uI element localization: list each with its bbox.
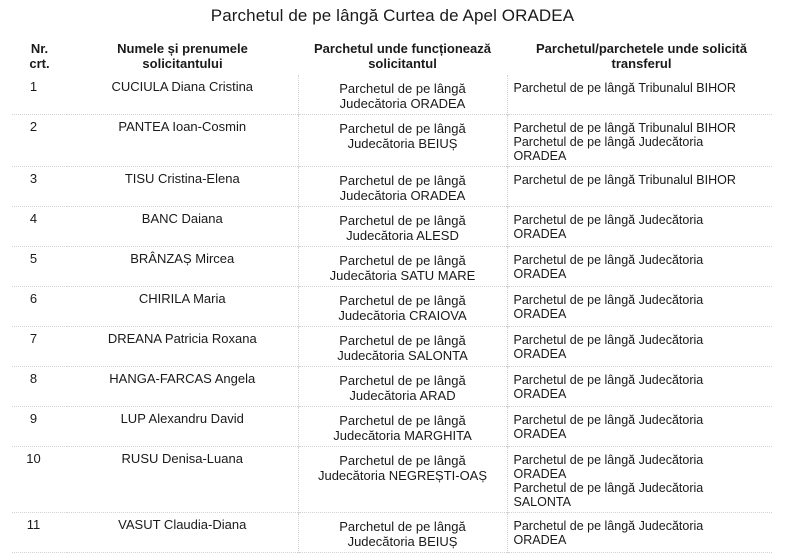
row-number: 9 bbox=[29, 411, 38, 426]
current-office bbox=[298, 513, 507, 553]
requested-office-line: Parchetul de pe lângă Judecătoria bbox=[513, 519, 704, 533]
header-name bbox=[67, 41, 298, 75]
requested-offices bbox=[507, 207, 772, 247]
current-office-line: Judecătoria SALONTA bbox=[337, 348, 468, 363]
current-office-line: Parchetul de pe lângă bbox=[339, 373, 466, 388]
header-line: Parchetul/parchetele unde solicită bbox=[536, 41, 747, 56]
requested-office-line: ORADEA bbox=[513, 347, 567, 361]
table-row bbox=[12, 207, 772, 247]
applicant-name: CHIRILA Maria bbox=[138, 291, 226, 306]
row-number: 11 bbox=[26, 517, 41, 532]
requested-offices bbox=[507, 327, 772, 367]
requested-offices bbox=[507, 367, 772, 407]
current-office-line: Judecătoria ARAD bbox=[349, 388, 456, 403]
requested-offices bbox=[507, 167, 772, 207]
header-current-office bbox=[298, 41, 507, 75]
requested-office-line: ORADEA bbox=[513, 307, 567, 321]
applicant-name: DREANA Patricia Roxana bbox=[107, 331, 257, 346]
requested-office-line: Parchetul de pe lângă Judecătoria bbox=[513, 293, 704, 307]
current-office bbox=[298, 207, 507, 247]
requested-office-line: Parchetul de pe lângă Judecătoria bbox=[513, 373, 704, 387]
current-office-line: Parchetul de pe lângă bbox=[339, 121, 466, 136]
table-row bbox=[12, 407, 772, 447]
requested-office-line: ORADEA bbox=[513, 533, 567, 547]
applicant-name: LUP Alexandru David bbox=[120, 411, 244, 426]
requested-office-line: Parchetul de pe lângă Judecătoria bbox=[513, 213, 704, 227]
requested-office-line: ORADEA bbox=[513, 149, 567, 163]
requested-offices bbox=[507, 75, 772, 115]
header-transfer-office bbox=[507, 41, 772, 75]
current-office-line: Parchetul de pe lângă bbox=[339, 333, 466, 348]
table-header-row bbox=[12, 41, 772, 75]
requested-office-line: Parchetul de pe lângă Judecătoria bbox=[513, 413, 704, 427]
requested-office-line: Parchetul de pe lângă Judecătoria bbox=[513, 135, 704, 149]
requested-offices bbox=[507, 447, 772, 513]
row-number: 10 bbox=[26, 451, 41, 466]
current-office bbox=[298, 115, 507, 167]
table-row bbox=[12, 287, 772, 327]
applicant-name: PANTEA Ioan-Cosmin bbox=[118, 119, 247, 134]
table-row bbox=[12, 367, 772, 407]
header-line: Parchetul unde funcționează bbox=[314, 41, 491, 56]
row-number: 7 bbox=[29, 331, 38, 346]
current-office bbox=[298, 367, 507, 407]
current-office bbox=[298, 287, 507, 327]
current-office-line: Judecătoria BEIUȘ bbox=[347, 136, 458, 151]
current-office-line: Judecătoria MARGHITA bbox=[333, 428, 472, 443]
current-office bbox=[298, 247, 507, 287]
current-office-line: Judecătoria ORADEA bbox=[339, 96, 466, 111]
current-office-line: Judecătoria NEGREȘTI-OAȘ bbox=[317, 468, 488, 483]
table-row bbox=[12, 513, 772, 553]
row-number: 5 bbox=[29, 251, 38, 266]
table-row bbox=[12, 75, 772, 115]
current-office-line: Judecătoria CRAIOVA bbox=[338, 308, 467, 323]
requested-offices bbox=[507, 407, 772, 447]
requested-office-line: Parchetul de pe lângă Judecătoria bbox=[513, 453, 704, 467]
applicant-name: HANGA-FARCAS Angela bbox=[109, 371, 256, 386]
header-nr bbox=[12, 41, 67, 75]
row-number: 6 bbox=[29, 291, 38, 306]
row-number: 2 bbox=[29, 119, 38, 134]
current-office-line: Parchetul de pe lângă bbox=[339, 413, 466, 428]
requested-offices bbox=[507, 287, 772, 327]
current-office bbox=[298, 167, 507, 207]
row-number: 3 bbox=[29, 171, 38, 186]
current-office-line: Judecătoria SATU MARE bbox=[329, 268, 476, 283]
applicant-name: CUCIULA Diana Cristina bbox=[111, 79, 254, 94]
header-line: Numele și prenumele bbox=[117, 41, 248, 56]
row-number: 1 bbox=[29, 79, 38, 94]
current-office bbox=[298, 327, 507, 367]
current-office-line: Parchetul de pe lângă bbox=[339, 173, 466, 188]
requested-offices bbox=[507, 247, 772, 287]
row-number: 8 bbox=[29, 371, 38, 386]
current-office-line: Parchetul de pe lângă bbox=[339, 293, 466, 308]
header-line: transferul bbox=[611, 56, 672, 71]
requested-office-line: ORADEA bbox=[513, 427, 567, 441]
table-body bbox=[12, 75, 772, 553]
requested-office-line: ORADEA bbox=[513, 467, 567, 481]
current-office bbox=[298, 407, 507, 447]
applicant-name: BANC Daiana bbox=[141, 211, 223, 226]
requested-office-line: ORADEA bbox=[513, 387, 567, 401]
row-number: 4 bbox=[29, 211, 38, 226]
header-line: solicitantului bbox=[142, 56, 223, 71]
requested-office-line: Parchetul de pe lângă Tribunalul BIHOR bbox=[513, 173, 736, 187]
current-office-line: Parchetul de pe lângă bbox=[339, 453, 466, 468]
header-line: crt. bbox=[29, 56, 50, 71]
requested-office-line: SALONTA bbox=[513, 495, 571, 509]
current-office bbox=[298, 447, 507, 513]
table-row bbox=[12, 327, 772, 367]
requested-office-line: Parchetul de pe lângă Judecătoria bbox=[513, 333, 704, 347]
table-row bbox=[12, 115, 772, 167]
requested-office-line: ORADEA bbox=[513, 267, 567, 281]
table-row bbox=[12, 447, 772, 513]
requested-office-line: Parchetul de pe lângă Tribunalul BIHOR bbox=[513, 121, 736, 135]
current-office-line: Parchetul de pe lângă bbox=[339, 519, 466, 534]
table-row bbox=[12, 167, 772, 207]
requested-offices bbox=[507, 115, 772, 167]
applicant-name: RUSU Denisa-Luana bbox=[121, 451, 243, 466]
requested-office-line: Parchetul de pe lângă Judecătoria bbox=[513, 481, 704, 495]
applicant-name: TISU Cristina-Elena bbox=[124, 171, 240, 186]
transfer-requests-table bbox=[12, 41, 772, 553]
current-office-line: Parchetul de pe lângă bbox=[339, 81, 466, 96]
current-office-line: Parchetul de pe lângă bbox=[339, 213, 466, 228]
current-office bbox=[298, 75, 507, 115]
current-office-line: Judecătoria BEIUȘ bbox=[347, 534, 458, 549]
current-office-line: Judecătoria ORADEA bbox=[339, 188, 466, 203]
applicant-name: VASUT Claudia-Diana bbox=[118, 517, 247, 532]
current-office-line: Judecătoria ALESD bbox=[346, 228, 459, 243]
header-line: solicitantul bbox=[368, 56, 437, 71]
requested-office-line: ORADEA bbox=[513, 227, 567, 241]
requested-office-line: Parchetul de pe lângă Judecătoria bbox=[513, 253, 704, 267]
applicant-name: BRÂNZAȘ Mircea bbox=[130, 251, 235, 266]
requested-office-line: Parchetul de pe lângă Tribunalul BIHOR bbox=[513, 81, 736, 95]
table-row bbox=[12, 247, 772, 287]
header-line: Nr. bbox=[30, 41, 49, 56]
requested-offices bbox=[507, 513, 772, 553]
page-title: Parchetul de pe lângă Curtea de Apel ORADEA bbox=[210, 6, 575, 25]
current-office-line: Parchetul de pe lângă bbox=[339, 253, 466, 268]
